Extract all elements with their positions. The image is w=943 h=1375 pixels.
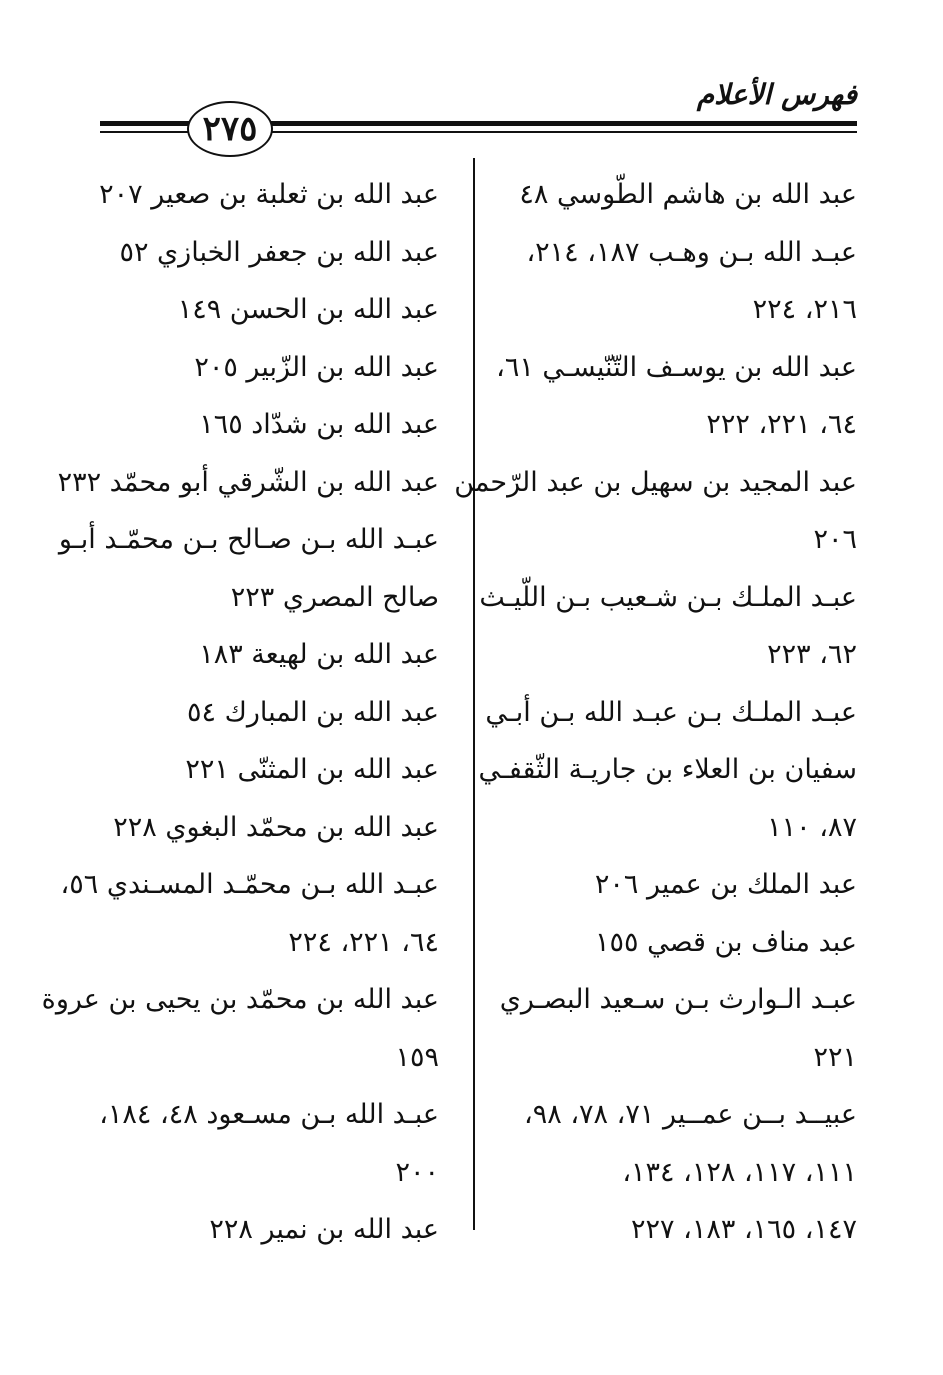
index-entry-line: عبـد الملـك بـن شـعيب بـن اللّيـث <box>479 581 857 613</box>
index-entry-line: ٢٠٦ <box>813 524 857 555</box>
index-entry-line: سفيان بن العلاء بن جاريـة الثّقفـي <box>478 754 857 785</box>
index-entry-line: ٢٠٠ <box>395 1156 439 1188</box>
index-entry-line: عبد الله بن لهيعة ١٨٣ <box>199 639 439 670</box>
index-column-right <box>454 166 857 1259</box>
index-entry-line: عبد الله بن الشّرقي أبو محمّد ٢٣٢ <box>57 466 439 498</box>
index-entry-line: عبد الله بن الزّبير ٢٠٥ <box>194 351 439 383</box>
index-entry-line: عبد الله بن محمّد البغوي ٢٢٨ <box>113 811 439 843</box>
index-entry-line: عبد المجيد بن سهيل بن عبد الرّحمن <box>454 466 857 498</box>
index-entry-line: ٢٢١ <box>813 1041 857 1073</box>
index-entry-line: عبد الله بن هاشم الطّوسي ٤٨ <box>519 179 857 210</box>
index-entry-line: عبد مناف بن قصي ١٥٥ <box>595 926 857 958</box>
index-column-left <box>41 166 439 1259</box>
index-entry-line: عبد الله بن يوسـف التّنّيسـي ٦١، <box>496 351 857 383</box>
column-divider <box>473 158 475 1230</box>
running-header-title: فهرس الأعلام <box>696 78 857 111</box>
index-entry-line: عبد الله بن نمير ٢٢٨ <box>209 1214 439 1245</box>
index-entry-line: عبد الله بن الحسن ١٤٩ <box>177 294 439 325</box>
index-entry-line: صالح المصري ٢٢٣ <box>230 581 439 613</box>
index-entry-line: عبد الله بن شدّاد ١٦٥ <box>199 409 439 440</box>
index-entry-line: عبـد الله بـن محمّـد المسـندي ٥٦، <box>60 869 439 900</box>
index-entry-line: ٨٧، ١١٠ <box>767 811 857 843</box>
index-entry-line: ٦٤، ٢٢١، ٢٢٢ <box>706 409 857 440</box>
index-entry-line: عبـد الملـك بـن عبـد الله بـن أبـي <box>485 696 857 728</box>
index-entry-line: عبـد الـوارث بـن سـعيد البصـري <box>499 984 857 1015</box>
index-entry-line: ٦٢، ٢٢٣ <box>767 639 857 670</box>
index-entry-line: ٦٤، ٢٢١، ٢٢٤ <box>288 926 439 958</box>
index-entry-line: عبد الله بن ثعلبة بن صعير ٢٠٧ <box>99 179 439 210</box>
index-entry-line: عبد الملك بن عمير ٢٠٦ <box>594 869 857 900</box>
index-entry-line: ١١١، ١١٧، ١٢٨، ١٣٤، <box>622 1156 857 1188</box>
index-entry-line: عبيــد بــن عمــير ٧١، ٧٨، ٩٨، <box>524 1099 857 1130</box>
index-entry-line: عبـد الله بـن وهـب ١٨٧، ٢١٤، <box>526 236 857 268</box>
index-entry-line: عبد الله بن المبارك ٥٤ <box>187 696 439 728</box>
index-entry-line: عبـد الله بـن صـالح بـن محمّـد أبـو <box>58 524 439 555</box>
index-entry-line: عبـد الله بـن مسـعود ٤٨، ١٨٤، <box>99 1099 439 1130</box>
index-entry-line: عبد الله بن جعفر الخبازي ٥٢ <box>119 236 439 268</box>
index-entry-line: ١٤٧، ١٦٥، ١٨٣، ٢٢٧ <box>631 1214 857 1245</box>
index-entry-line: عبد الله بن المثنّى ٢٢١ <box>185 754 439 785</box>
index-entry-line: ٢١٦، ٢٢٤ <box>752 294 857 325</box>
index-entry-line: ١٥٩ <box>395 1041 439 1073</box>
index-entry-line: عبد الله بن محمّد بن يحيى بن عروة <box>41 984 439 1015</box>
page-number: ٢٧٥ <box>187 101 273 157</box>
